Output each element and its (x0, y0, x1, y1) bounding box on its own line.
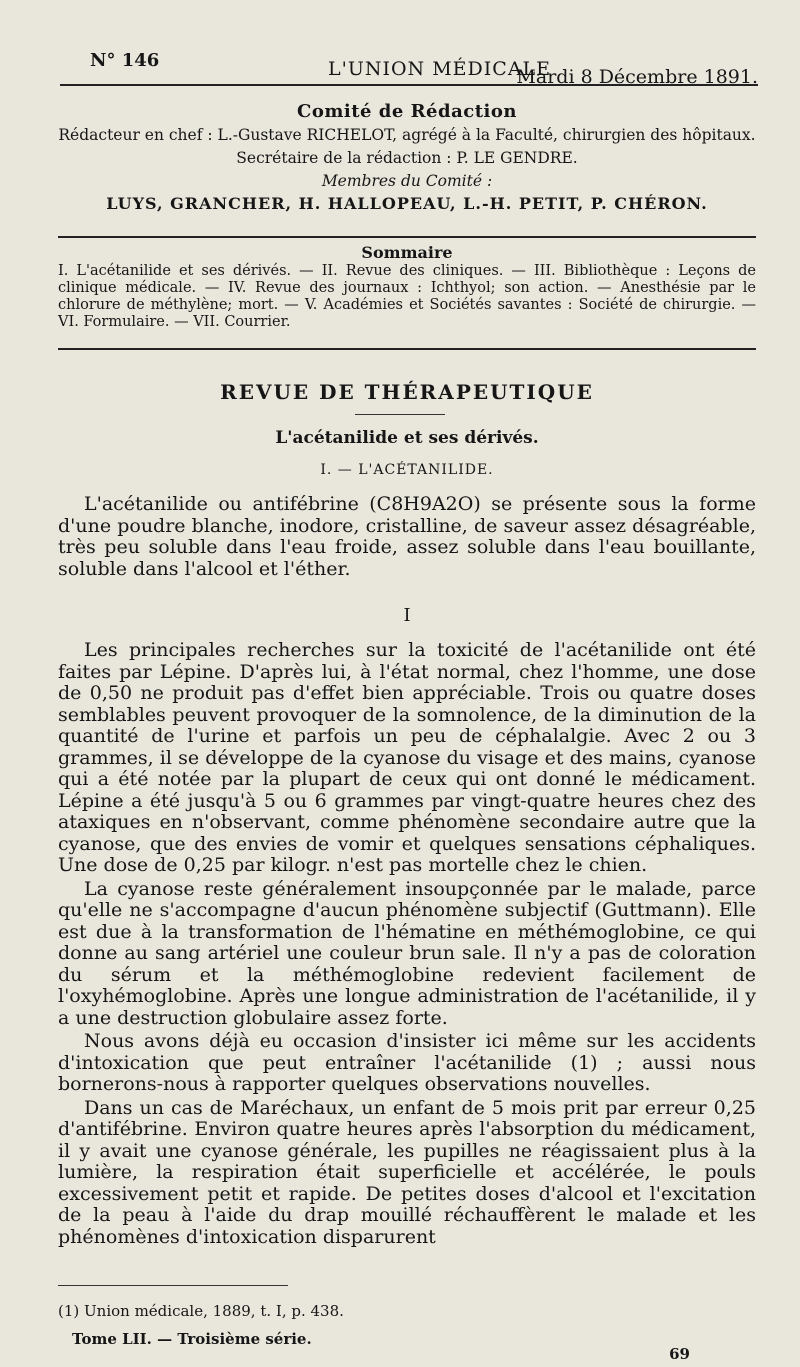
committee-members: LUYS, GRANCHER, H. HALLOPEAU, L.-H. PETIT, P. CHÉRON. (106, 194, 708, 213)
chapter-number: I (403, 605, 411, 626)
article-intro (58, 494, 756, 580)
issue-number: N° 146 (90, 50, 160, 71)
editorial-secretary: Secrétaire de la rédaction : P. LE GENDRE. (236, 149, 578, 167)
paragraph: Nous avons déjà eu occasion d'insister ici même sur les accidents d'intoxication que peut entraîner l'acétanilide (1) ; aussi nous bornerons-nous à rapporter quelques observations nouvelles. (58, 1030, 756, 1095)
issue-date: Mardi 8 Décembre 1891. (516, 66, 758, 88)
committee-title: Comité de Rédaction (297, 101, 517, 122)
footnote: (1) Union médicale, 1889, t. I, p. 438. (58, 1302, 344, 1320)
journal-title: L'UNION MÉDICALE (328, 58, 552, 80)
divider (58, 348, 756, 350)
editorial-committee (58, 100, 756, 216)
article-body (58, 640, 756, 1248)
summary-title: Sommaire (361, 243, 453, 262)
article-subtitle: I. — L'ACÉTANILIDE. (320, 462, 494, 478)
volume-line: Tome LII. — Troisième série. (72, 1330, 312, 1348)
editor-in-chief: Rédacteur en chef : L.-Gustave RICHELOT, agrégé à la Faculté, chirurgien des hôpitaux. (58, 126, 756, 144)
article-title: L'acétanilide et ses dérivés. (275, 428, 539, 448)
summary-box (58, 244, 756, 331)
divider (355, 414, 445, 415)
paragraph: La cyanose reste généralement insoupçonnée par le malade, parce qu'elle ne s'accompagne d'aucun phénomène subjectif (Guttmann). Elle est due à la transformation de l'hématine en méthémoglobine, ce qui donne au sang artériel une couleur brun sale. Il n'y a pas de coloration du sérum et la méthémoglobine redevient facilement de l'oxyhémoglobine. Après une longue administration de l'acétanilide, il y a une destruction globulaire assez forte. (58, 877, 756, 1029)
members-label: Membres du Comité : (321, 172, 493, 190)
page-number: 69 (669, 1345, 690, 1363)
page-header (60, 44, 758, 86)
paragraph: Dans un cas de Maréchaux, un enfant de 5 mois prit par erreur 0,25 d'antifébrine. Environ quatre heures après l'absorption du médicament, il y avait une cyanose générale, les pupilles ne réagissaient plus à la lumière, la respiration était superficielle et accélérée, le pouls excessivement petit et rapide. De petites doses d'alcool et l'excitation de la peau à l'aide du drap mouillé réchauffèrent le malade et les phénomènes d'intoxication disparurent (58, 1096, 756, 1248)
section-heading: REVUE DE THÉRAPEUTIQUE (220, 380, 594, 404)
summary-text: I. L'acétanilide et ses dérivés. — II. Revue des cliniques. — III. Bibliothèque : Leçons de clinique médicale. — IV. Revue des journaux : Ichthyol; son action. — Anesthésie par le chlorure de méthylène; mort. — V. Académies et Sociétés savantes : Société de chirurgie. — VI. Formulaire. — VII. Courrier. (58, 263, 756, 330)
footnote-rule (58, 1285, 288, 1286)
divider (58, 236, 756, 238)
paragraph: Les principales recherches sur la toxicité de l'acétanilide ont été faites par Lépine. D'après lui, à l'état normal, chez l'homme, une dose de 0,50 ne produit pas d'effet bien appréciable. Trois ou quatre doses semblables peuvent provoquer de la somnolence, de la diminution de la quantité de l'urine et parfois un peu de céphalalgie. Avec 2 ou 3 grammes, il se développe de la cyanose du visage et des mains, cyanose qui a été notée par la plupart de ceux qui ont donné le médicament. Lépine a été jusqu'à 5 ou 6 grammes par vingt-quatre heures chez des ataxiques en n'observant, comme phénomène secondaire autre que la cyanose, que des envies de vomir et quelques sensations céphaliques. Une dose de 0,25 par kilogr. n'est pas mortelle chez le chien. (58, 639, 756, 876)
intro-paragraph: L'acétanilide ou antifébrine (C8H9A2O) se présente sous la forme d'une poudre blanche, inodore, cristalline, de saveur assez désagréable, très peu soluble dans l'eau froide, assez soluble dans l'eau bouillante, soluble dans l'alcool et l'éther. (58, 493, 756, 580)
